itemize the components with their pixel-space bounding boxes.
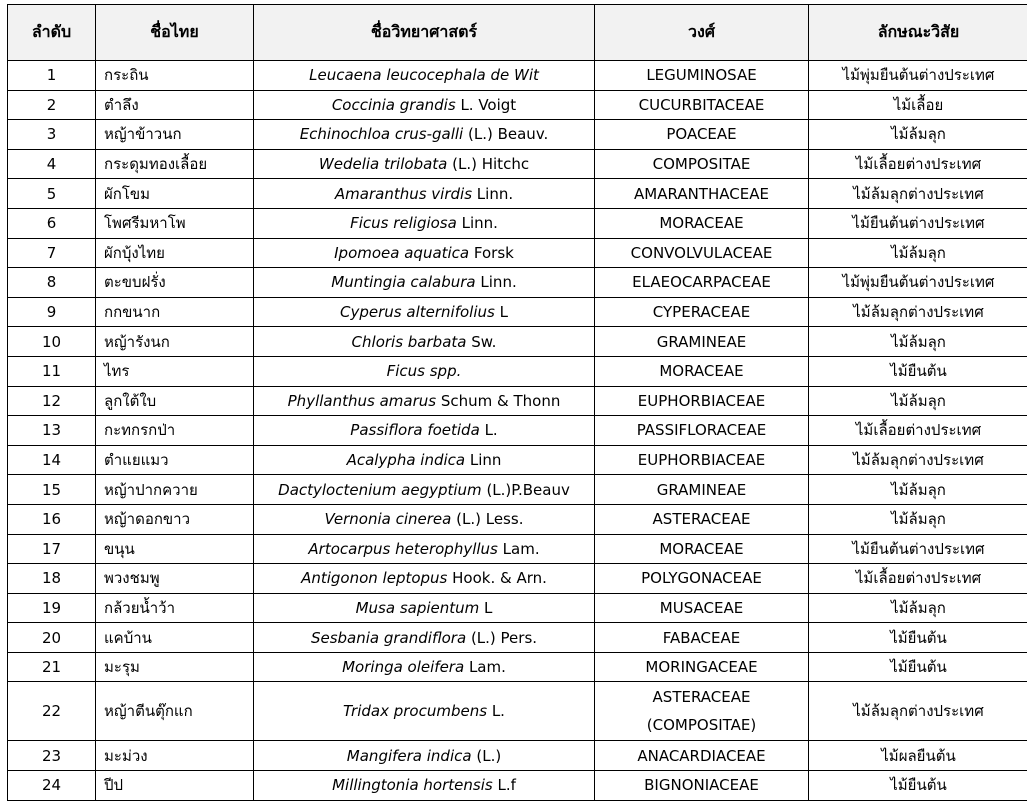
scientific-author: Linn. [461,214,498,233]
cell-thai-name: ขนุน [96,534,254,564]
cell-thai-name: ผักโขม [96,179,254,209]
cell-thai-name: หญ้าตีนตุ๊กแก [96,682,254,741]
table-row [8,534,1027,564]
cell-thai-name: กระดุมทองเลื้อย [96,149,254,179]
cell-thai-name: ตะขบฝรั่ง [96,268,254,298]
cell-no: 10 [8,327,96,357]
scientific-author: Linn. [476,184,514,203]
family-name: GRAMINEAE [656,480,747,499]
cell-no: 13 [8,416,96,446]
scientific-author: L. [491,702,505,721]
cell-habit: ไม้ล้มลุก [809,238,1027,268]
cell-no: 5 [8,179,96,209]
cell-scientific-name [254,741,595,771]
scientific-author: Lam. [468,658,506,677]
scientific-author: (L.) Less. [456,510,524,529]
cell-family [595,297,809,327]
cell-family [595,682,809,741]
table-row [8,179,1027,209]
cell-no: 23 [8,741,96,771]
scientific-author: (L.)P.Beauv [486,480,570,499]
cell-habit: ไม้ล้มลุก [809,327,1027,357]
cell-family [595,445,809,475]
cell-family [595,120,809,150]
cell-no: 20 [8,623,96,653]
cell-habit: ไม้ล้มลุกต่างประเทศ [809,682,1027,741]
cell-no: 8 [8,268,96,298]
cell-family [595,623,809,653]
scientific-binomial: Wedelia trilobata [318,155,448,174]
cell-scientific-name [254,445,595,475]
cell-habit: ไม้ล้มลุกต่างประเทศ [809,297,1027,327]
cell-family [595,90,809,120]
table-row [8,623,1027,653]
cell-scientific-name [254,504,595,534]
scientific-binomial: Artocarpus heterophyllus [308,539,498,558]
cell-no: 3 [8,120,96,150]
family-name: EUPHORBIACEAE [637,451,766,470]
cell-family [595,386,809,416]
table-row [8,297,1027,327]
table-row [8,416,1027,446]
cell-habit: ไม้เลื้อยต่างประเทศ [809,149,1027,179]
scientific-binomial: Phyllanthus amarus [287,391,437,410]
scientific-binomial: Ficus religiosa [350,214,457,233]
cell-no: 24 [8,771,96,801]
cell-scientific-name [254,593,595,623]
table-row [8,386,1027,416]
cell-family [595,534,809,564]
table-row [8,208,1027,238]
cell-thai-name: แคบ้าน [96,623,254,653]
cell-no: 15 [8,475,96,505]
scientific-author: Hook. & Arn. [452,569,547,588]
cell-thai-name: ไทร [96,356,254,386]
scientific-author: L [499,303,508,322]
cell-family [595,416,809,446]
cell-habit: ไม้พุ่มยืนต้นต่างประเทศ [809,268,1027,298]
cell-family [595,741,809,771]
scientific-author: Linn [469,451,502,470]
cell-thai-name: มะรุม [96,652,254,682]
table-row [8,90,1027,120]
cell-scientific-name [254,268,595,298]
cell-habit: ไม้เลื้อยต่างประเทศ [809,416,1027,446]
table-row [8,238,1027,268]
scientific-binomial: Musa sapientum [355,598,480,617]
scientific-author: L. [484,421,498,440]
cell-no: 17 [8,534,96,564]
cell-thai-name: ปีป [96,771,254,801]
scientific-binomial: Coccinia grandis [331,95,456,114]
cell-family [595,327,809,357]
scientific-binomial: Tridax procumbens [343,702,488,721]
cell-no: 1 [8,61,96,91]
family-name: POACEAE [666,125,737,144]
family-name: CONVOLVULACEAE [630,243,773,262]
header-no: ลำดับ [8,5,96,61]
cell-family [595,356,809,386]
cell-habit: ไม้ยืนต้น [809,771,1027,801]
scientific-binomial: Amaranthus virdis [334,184,473,203]
cell-thai-name: ตำลึง [96,90,254,120]
cell-scientific-name [254,208,595,238]
scientific-author: (L.) [476,746,502,765]
cell-habit: ไม้ล้มลุก [809,504,1027,534]
scientific-author: L [484,598,493,617]
scientific-binomial: Cyperus alternifolius [340,303,495,322]
scientific-binomial: Leucaena leucocephala de Wit [309,66,539,85]
scientific-author: Lam. [502,539,540,558]
family-name: CUCURBITACEAE [638,95,765,114]
cell-habit: ไม้ยืนต้น [809,652,1027,682]
cell-habit: ไม้พุ่มยืนต้นต่างประเทศ [809,61,1027,91]
table-row [8,564,1027,594]
cell-habit: ไม้ล้มลุก [809,593,1027,623]
table-row [8,120,1027,150]
cell-scientific-name [254,564,595,594]
family-name: LEGUMINOSAE [646,66,757,85]
cell-scientific-name [254,652,595,682]
table-row [8,445,1027,475]
scientific-binomial: Acalypha indica [346,451,466,470]
cell-habit: ไม้เลื้อยต่างประเทศ [809,564,1027,594]
cell-scientific-name [254,327,595,357]
scientific-binomial: Echinochloa crus-galli [299,125,464,144]
table-row [8,61,1027,91]
scientific-binomial: Mangifera indica [346,746,472,765]
family-name: ASTERACEAE [652,510,751,529]
scientific-binomial: Millingtonia hortensis [332,776,493,795]
family-name: POLYGONACEAE [641,569,762,588]
cell-no: 19 [8,593,96,623]
cell-no: 18 [8,564,96,594]
cell-scientific-name [254,149,595,179]
cell-habit: ไม้ยืนต้นต่างประเทศ [809,208,1027,238]
cell-scientific-name [254,90,595,120]
family-name: MORACEAE [659,214,744,233]
cell-thai-name: กกขนาก [96,297,254,327]
cell-habit: ไม้ยืนต้น [809,356,1027,386]
scientific-author: L. Voigt [460,95,517,114]
family-name: ANACARDIACEAE [637,746,766,765]
table-row [8,327,1027,357]
cell-thai-name: ตำแยแมว [96,445,254,475]
family-name: ASTERACEAE [652,688,751,707]
scientific-author: (L.) Hitchc [452,155,530,174]
header-family: วงศ์ [595,5,809,61]
cell-no: 4 [8,149,96,179]
cell-habit: ไม้ยืนต้น [809,623,1027,653]
cell-family [595,564,809,594]
cell-habit: ไม้ล้มลุก [809,386,1027,416]
cell-no: 7 [8,238,96,268]
cell-thai-name: หญ้ารังนก [96,327,254,357]
scientific-binomial: Vernonia cinerea [324,510,452,529]
plant-species-table [7,4,1027,801]
table-row [8,593,1027,623]
scientific-binomial: Chloris barbata [351,332,467,351]
scientific-author: Forsk [473,243,514,262]
family-alt-name: (COMPOSITAE) [646,716,757,735]
scientific-binomial: Moringa oleifera [342,658,465,677]
scientific-author: Schum & Thonn [440,391,561,410]
family-name: ELAEOCARPACEAE [632,273,771,292]
cell-no: 21 [8,652,96,682]
cell-family [595,475,809,505]
cell-habit: ไม้ล้มลุกต่างประเทศ [809,179,1027,209]
cell-scientific-name [254,771,595,801]
cell-family [595,61,809,91]
cell-thai-name: กะทกรกป่า [96,416,254,446]
family-name: PASSIFLORACEAE [636,421,767,440]
scientific-author: (L.) Beauv. [468,125,549,144]
cell-family [595,593,809,623]
table-row [8,268,1027,298]
family-name: FABACEAE [662,628,741,647]
cell-thai-name: หญ้าข้าวนก [96,120,254,150]
cell-thai-name: มะม่วง [96,741,254,771]
cell-no: 11 [8,356,96,386]
header-habit: ลักษณะวิสัย [809,5,1027,61]
family-name: CYPERACEAE [652,303,751,322]
cell-habit: ไม้ล้มลุก [809,120,1027,150]
cell-family [595,504,809,534]
cell-family [595,238,809,268]
family-name: EUPHORBIACEAE [637,391,766,410]
family-name: MORACEAE [659,539,744,558]
cell-no: 16 [8,504,96,534]
family-name: COMPOSITAE [652,155,751,174]
table-row [8,475,1027,505]
cell-scientific-name [254,61,595,91]
family-name: MORINGACEAE [645,658,758,677]
table-row [8,356,1027,386]
cell-family [595,179,809,209]
scientific-binomial: Sesbania grandiflora [310,628,467,647]
cell-scientific-name [254,416,595,446]
cell-habit: ไม้ยืนต้นต่างประเทศ [809,534,1027,564]
family-name: GRAMINEAE [656,332,747,351]
scientific-binomial: Ficus spp. [386,362,462,381]
cell-thai-name: พวงชมพู [96,564,254,594]
cell-scientific-name [254,120,595,150]
scientific-binomial: Passiflora foetida [350,421,480,440]
table-row [8,652,1027,682]
cell-family [595,208,809,238]
cell-scientific-name [254,475,595,505]
cell-no: 9 [8,297,96,327]
cell-thai-name: กระถิน [96,61,254,91]
cell-habit: ไม้ผลยืนต้น [809,741,1027,771]
cell-thai-name: หญ้าปากควาย [96,475,254,505]
cell-no: 14 [8,445,96,475]
cell-scientific-name [254,179,595,209]
table-row [8,741,1027,771]
cell-scientific-name [254,623,595,653]
family-name: MORACEAE [659,362,744,381]
cell-no: 22 [8,682,96,741]
scientific-author: L.f [497,776,516,795]
family-name: BIGNONIACEAE [644,776,759,795]
cell-scientific-name [254,297,595,327]
scientific-author: Linn. [480,273,517,292]
cell-habit: ไม้เลื้อย [809,90,1027,120]
cell-habit: ไม้ล้มลุก [809,475,1027,505]
header-thai-name: ชื่อไทย [96,5,254,61]
cell-scientific-name [254,682,595,741]
table-row [8,771,1027,801]
cell-scientific-name [254,386,595,416]
cell-scientific-name [254,238,595,268]
table-row [8,682,1027,741]
cell-scientific-name [254,356,595,386]
table-row [8,149,1027,179]
cell-no: 6 [8,208,96,238]
cell-no: 12 [8,386,96,416]
cell-thai-name: หญ้าดอกขาว [96,504,254,534]
family-name: MUSACEAE [659,598,744,617]
cell-family [595,771,809,801]
cell-thai-name: โพศรีมหาโพ [96,208,254,238]
cell-family [595,268,809,298]
scientific-binomial: Muntingia calabura [331,273,476,292]
cell-no: 2 [8,90,96,120]
scientific-author: (L.) Pers. [470,628,538,647]
table-header-row [8,5,1027,61]
scientific-binomial: Antigonon leptopus [301,569,448,588]
scientific-binomial: Dactyloctenium aegyptium [278,480,482,499]
cell-family [595,652,809,682]
family-name: AMARANTHACEAE [634,184,769,203]
cell-thai-name: ลูกใต้ใบ [96,386,254,416]
table-row [8,504,1027,534]
cell-family [595,149,809,179]
scientific-binomial: Ipomoea aquatica [334,243,470,262]
header-scientific-name: ชื่อวิทยาศาสตร์ [254,5,595,61]
table-body [8,61,1027,801]
cell-scientific-name [254,534,595,564]
cell-thai-name: กล้วยน้ำว้า [96,593,254,623]
cell-thai-name: ผักบุ้งไทย [96,238,254,268]
scientific-author: Sw. [471,332,497,351]
cell-habit: ไม้ล้มลุกต่างประเทศ [809,445,1027,475]
